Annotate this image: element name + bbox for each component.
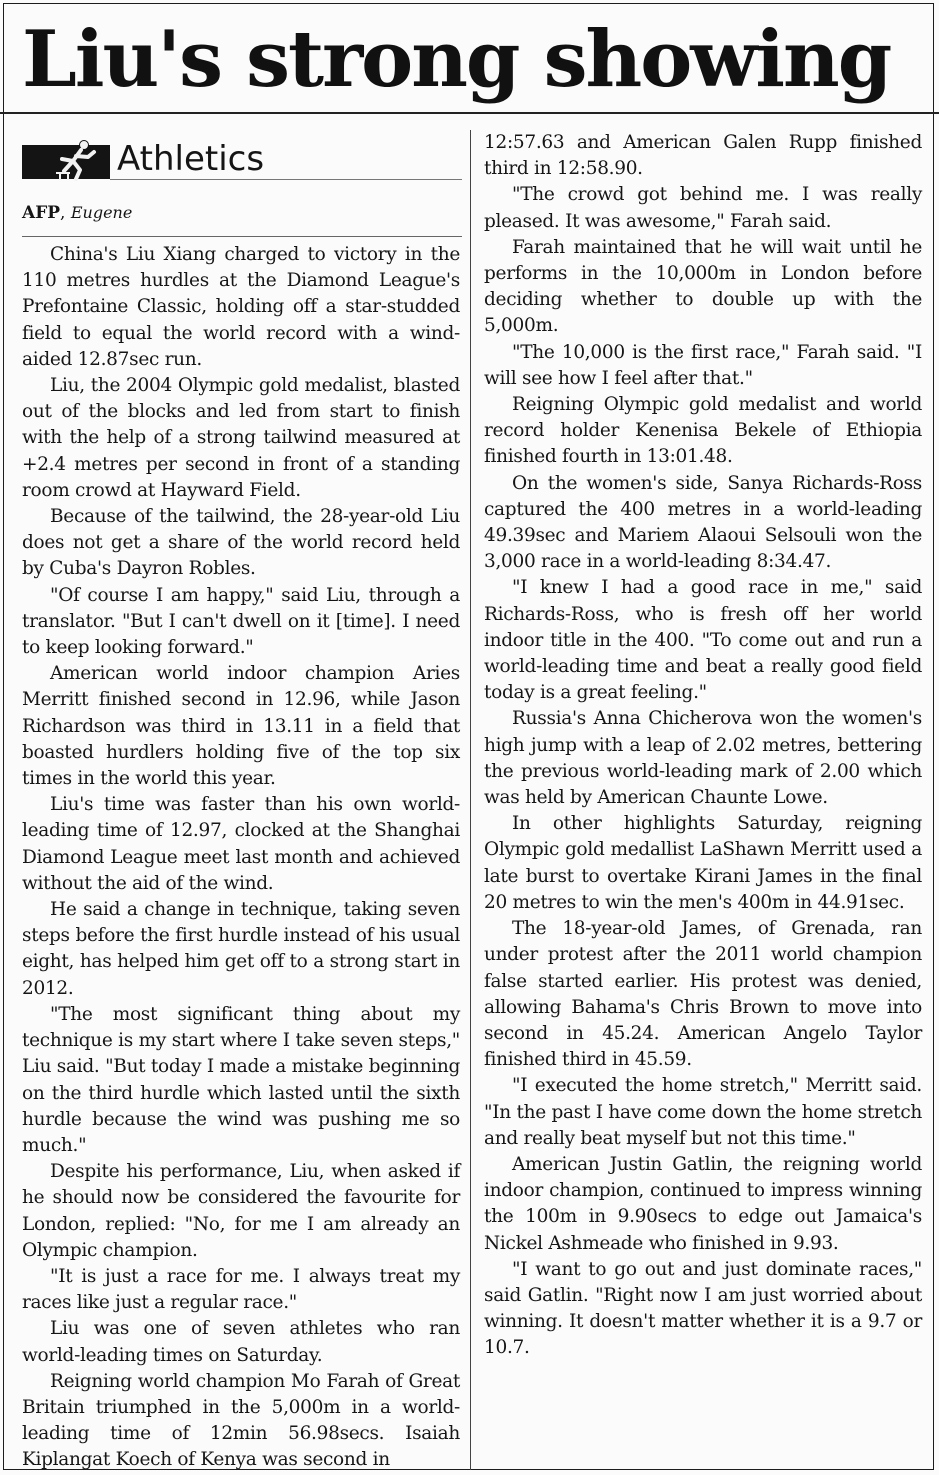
section-label: Athletics xyxy=(117,139,265,179)
paragraph: Liu was one of seven athletes who ran world-leading times on Saturday. xyxy=(22,1318,460,1366)
byline-agency: AFP xyxy=(22,203,61,223)
paragraph: In other highlights Saturday, reigning Olympic gold medallist LaShawn Merritt used a late burst to overtake Kirani James in the final 20 metres to win the men's 400m in 44.91sec. xyxy=(484,813,922,913)
paragraph: Reigning Olympic gold medalist and world record holder Kenenisa Bekele of Ethiopia finished fourth in 13:01.48. xyxy=(484,394,922,468)
byline-rule xyxy=(22,236,462,237)
section-header xyxy=(22,137,462,181)
paragraph: Farah maintained that he will wait until he performs in the 10,000m in London before deciding whether to double up with the 5,000m. xyxy=(484,236,922,337)
paragraph: "I knew I had a good race in me," said Richards-Ross, who is fresh off her world indoor title in the 400. "To come out and run a world-leading time and beat a really good field today is a great feeling." xyxy=(484,577,922,704)
headline-rule xyxy=(0,112,939,114)
byline: AFP, Eugene xyxy=(22,203,133,223)
paragraph: Liu, the 2004 Olympic gold medalist, blasted out of the blocks and led from start to finish with the help of a strong tailwind measured at +2.4 metres per second in front of a standing room crowd at Hayward Field. xyxy=(22,375,460,501)
paragraph: China's Liu Xiang charged to victory in the 110 metres hurdles at the Diamond League's Prefontaine Classic, holding off a star-studded field to equal the world record with a wind-aided 12.87sec run. xyxy=(22,244,460,370)
article-column-left xyxy=(22,242,460,1474)
paragraph-continuation: 12:57.63 and American Galen Rupp finished third in 12:58.90. xyxy=(484,132,922,180)
paragraph: "I executed the home stretch," Merritt said. "In the past I have come down the home stretch and really beat myself but not this time." xyxy=(484,1075,922,1149)
paragraph: "The crowd got behind me. I was really pleased. It was awesome," Farah said. xyxy=(484,184,922,232)
paragraph: On the women's side, Sanya Richards-Ross captured the 400 metres in a world-leading 49.39sec and Mariem Alaoui Selsouli won the 3,000 race in a world-leading 8:34.47. xyxy=(484,472,922,573)
paragraph: "I want to go out and just dominate races," said Gatlin. "Right now I am just worried about winning. It doesn't matter whether it is a 9.7 or 10.7. xyxy=(484,1258,922,1359)
article-column-right xyxy=(484,130,922,1362)
paragraph: The 18-year-old James, of Grenada, ran under protest after the 2011 world champion false started earlier. His protest was denied, allowing Bahama's Chris Brown to move into second in 45.24. American Angelo Taylor finished third in 45.59. xyxy=(484,918,922,1071)
paragraph: Because of the tailwind, the 28-year-old Liu does not get a share of the world record held by Cuba's Dayron Robles. xyxy=(22,506,460,580)
byline-dateline: Eugene xyxy=(70,203,133,222)
hurdler-icon xyxy=(54,137,98,181)
paragraph: Russia's Anna Chicherova won the women's high jump with a leap of 2.02 metres, bettering the previous world-leading mark of 2.00 which was held by American Chaunte Lowe. xyxy=(484,708,922,809)
column-divider xyxy=(470,130,471,1470)
paragraph: "Of course I am happy," said Liu, through a translator. "But I can't dwell on it [time]. I need to keep looking forward." xyxy=(22,584,460,659)
paragraph: Reigning world champion Mo Farah of Great Britain triumphed in the 5,000m in a world-leading time of 12min 56.98secs. Isaiah Kiplangat Koech of Kenya was second in xyxy=(22,1370,460,1471)
paragraph: Liu's time was faster than his own world-leading time of 12.97, clocked at the Shanghai Diamond League meet last month and achieved without the aid of the wind. xyxy=(22,794,460,894)
paragraph: American world indoor champion Aries Merritt finished second in 12.96, while Jason Richardson was third in 13.11 in a field that boasted hurdlers holding five of the top six times in the world this year. xyxy=(22,663,460,790)
paragraph: "It is just a race for me. I always treat my races like just a regular race." xyxy=(22,1265,460,1314)
paragraph: He said a change in technique, taking seven steps before the first hurdle instead of his usual eight, has helped him get off to a strong start in 2012. xyxy=(22,899,460,999)
paragraph: "The 10,000 is the first race," Farah said. "I will see how I feel after that." xyxy=(484,341,922,389)
paragraph: "The most significant thing about my technique is my start where I take seven steps," Liu said. "But today I made a mistake beginning on the third hurdle which lasted until the sixth hurdle because the wind was pushing me so much." xyxy=(22,1003,460,1156)
section-underline xyxy=(110,179,462,180)
paragraph: Despite his performance, Liu, when asked if he should now be considered the favourite for London, replied: "No, for me I am already an Olympic champion. xyxy=(22,1161,460,1261)
paragraph: American Justin Gatlin, the reigning world indoor champion, continued to impress winning the 100m in 9.90secs to edge out Jamaica's Nickel Ashmeade who finished in 9.93. xyxy=(484,1153,922,1254)
headline: Liu's strong showing xyxy=(22,14,891,105)
